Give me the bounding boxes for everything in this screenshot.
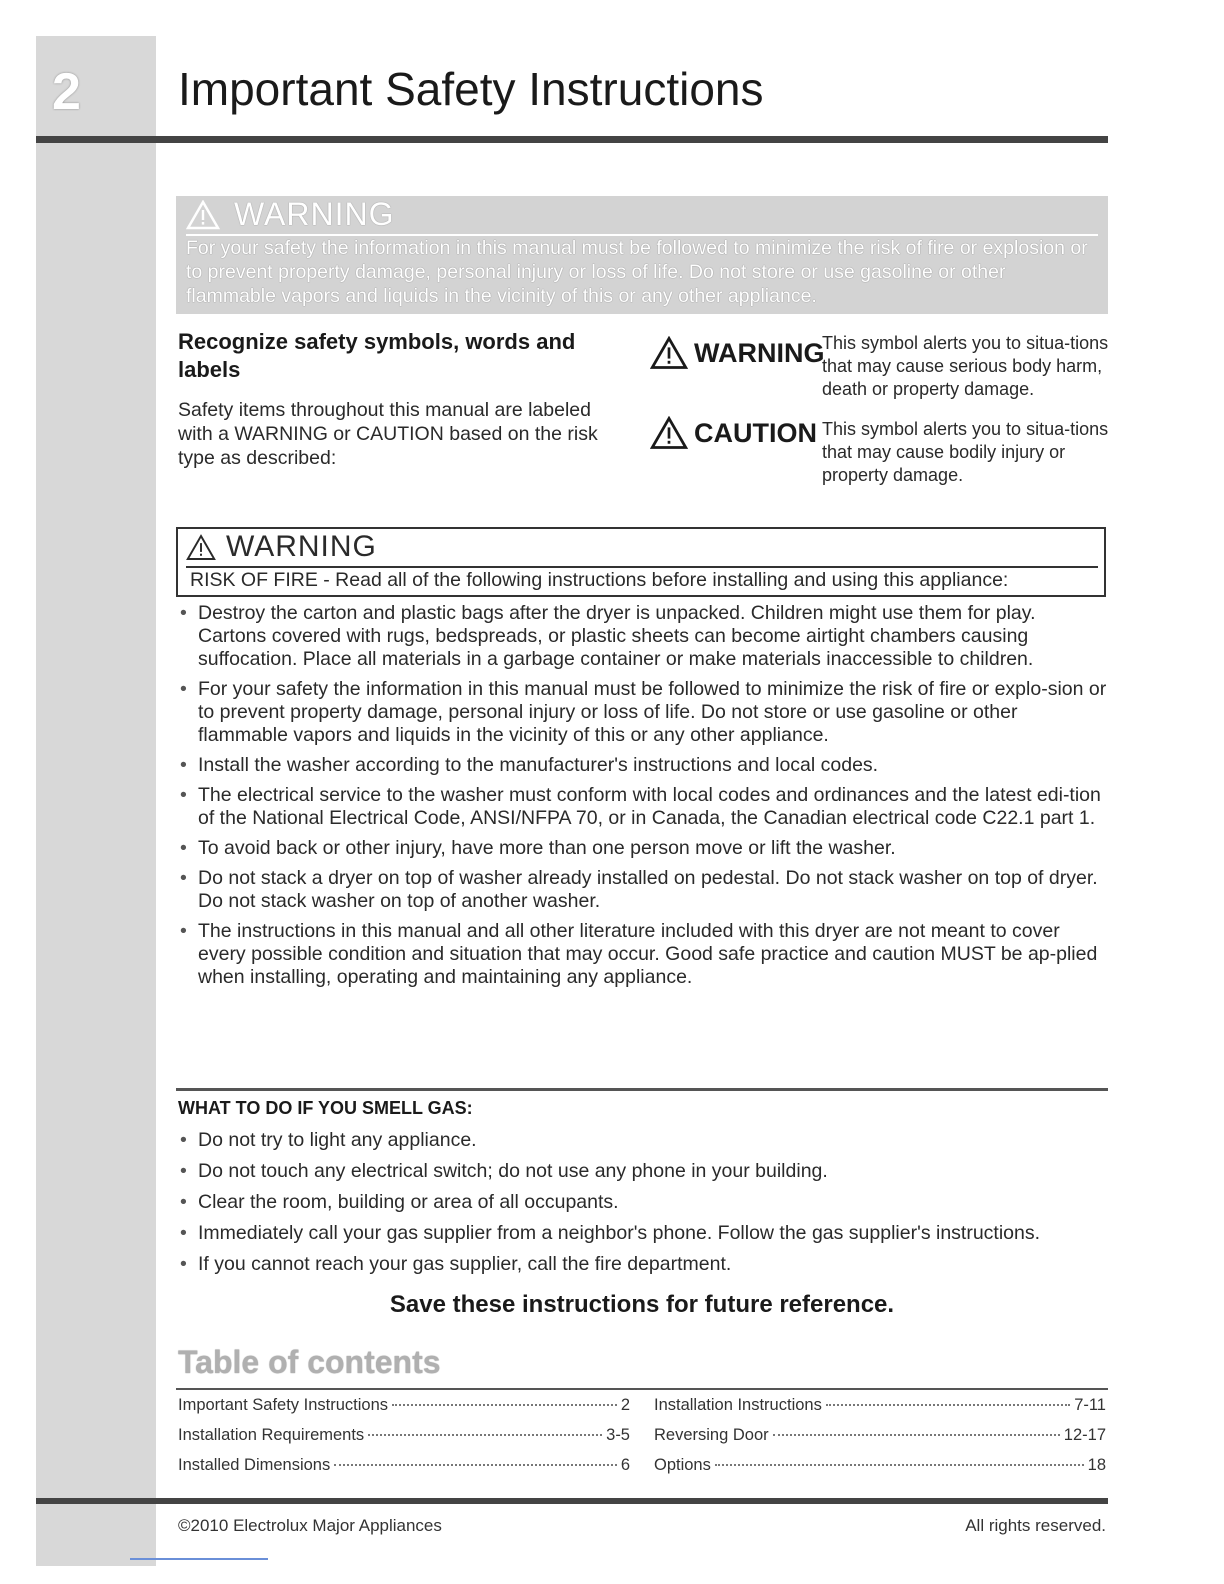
toc-entry-label: Installed Dimensions (178, 1456, 331, 1474)
toc-entry-page: 7-11 (1074, 1396, 1106, 1414)
warning-triangle-icon (186, 534, 216, 561)
list-item: • Do not try to light any appliance. (178, 1128, 1108, 1152)
toc-entry-label: Installation Instructions (654, 1396, 822, 1414)
list-item: • The instructions in this manual and all other literature included with this dryer are not meant to cover every possible condition and situation that may occur. Good safe practice and caution MUST be ap-plied when installing, operating and maintaining any appliance. (178, 920, 1108, 989)
toc-entry-label: Important Safety Instructions (178, 1396, 389, 1414)
list-item: • To avoid back or other injury, have more than one person move or lift the washer. (178, 837, 1108, 860)
sidebar-band (36, 36, 156, 1566)
toc-entry-page: 2 (620, 1396, 630, 1414)
gas-section-divider (176, 1088, 1108, 1091)
toc-entry-page: 12-17 (1063, 1426, 1106, 1444)
list-item: • The electrical service to the washer must conform with local codes and ordinances and the latest edi-tion of the National Electrical Code, ANSI/NFPA 70, or in Canada, the Canadian electrical code C22.1 part 1. (178, 784, 1108, 830)
toc-left-column (178, 1392, 630, 1482)
list-item: • Destroy the carton and plastic bags after the dryer is unpacked. Children might use them for play. Cartons covered with rugs, bedspreads, or plastic sheets can become airtight chambers causing suffocation. Place all materials in a garbage container or make materials inaccessible to children. (178, 602, 1108, 671)
gas-instructions-list (178, 1128, 1108, 1283)
toc-entry[interactable] (178, 1422, 630, 1452)
toc-entry-label: Reversing Door (654, 1426, 769, 1444)
page-number: 2 (52, 63, 81, 121)
risk-warning-title-text: WARNING (226, 530, 377, 563)
warning-box-title (186, 196, 394, 233)
safety-instructions-list (178, 602, 1108, 996)
list-item: • Immediately call your gas supplier from a neighbor's phone. Follow the gas supplier's instructions. (178, 1221, 1108, 1245)
caution-triangle-icon (650, 416, 688, 450)
rights-text: All rights reserved. (965, 1516, 1106, 1535)
recognize-text: Safety items throughout this manual are labeled with a WARNING or CAUTION based on the risk type as described: (178, 399, 598, 469)
copyright-text: ©2010 Electrolux Major Appliances (178, 1516, 442, 1535)
gas-heading: WHAT TO DO IF YOU SMELL GAS: (178, 1098, 473, 1118)
toc-right-column (654, 1392, 1106, 1482)
risk-warning-title (186, 530, 377, 564)
risk-warning-text: RISK OF FIRE - Read all of the following instructions before installing and using this appliance: (190, 569, 1009, 591)
toc-entry-label: Installation Requirements (178, 1426, 365, 1444)
toc-entry[interactable] (654, 1452, 1106, 1482)
toc-entry[interactable] (178, 1452, 630, 1482)
warning-symbol-description: This symbol alerts you to situa-tions that may cause serious body harm, death or property damage. (822, 333, 1109, 399)
top-divider (36, 136, 1108, 143)
warning-triangle-icon (186, 200, 220, 230)
caution-symbol-word: CAUTION (694, 417, 817, 448)
toc-entry-label: Options (654, 1456, 711, 1474)
recognize-heading: Recognize safety symbols, words and labels (178, 329, 576, 382)
warning-symbol-label (650, 336, 825, 370)
toc-divider (176, 1388, 1108, 1390)
save-instructions-note: Save these instructions for future reference. (389, 1291, 895, 1318)
list-item: • Install the washer according to the manufacturer's instructions and local codes. (178, 754, 1108, 777)
toc-entry[interactable] (654, 1422, 1106, 1452)
list-item: • For your safety the information in this manual must be followed to minimize the risk of fire or explo-sion or to prevent property damage, personal injury or loss of life. Do not store or use gasoline or other flammable vapors and liquids in the vicinity of this or any other appliance. (178, 678, 1108, 747)
page-title: Important Safety Instructions (178, 63, 764, 115)
warning-triangle-icon (650, 336, 688, 370)
toc-entry-page: 18 (1087, 1456, 1106, 1474)
toc-entry[interactable] (654, 1392, 1106, 1422)
caution-symbol-description: This symbol alerts you to situa-tions that may cause bodily injury or property damage. (822, 419, 1109, 485)
warning-box-title-text: WARNING (234, 196, 395, 232)
toc-entry-page: 6 (620, 1456, 630, 1474)
toc-entry-page: 3-5 (606, 1426, 630, 1444)
decorative-line (130, 1558, 268, 1560)
bottom-divider (36, 1498, 1108, 1504)
toc-title: Table of contents (178, 1344, 441, 1380)
list-item: • Do not touch any electrical switch; do not use any phone in your building. (178, 1159, 1108, 1183)
warning-symbol-word: WARNING (694, 337, 825, 368)
list-item: • Do not stack a dryer on top of washer already installed on pedestal. Do not stack washer on top of dryer. Do not stack washer on top of another washer. (178, 867, 1108, 913)
list-item: • If you cannot reach your gas supplier, call the fire department. (178, 1252, 1108, 1276)
warning-box-text: For your safety the information in this manual must be followed to minimize the risk of fire or explosion or to prevent property damage, personal injury or loss of life. Do not store or use gasoline or other flammable vapors and liquids in the vicinity of this or any other appliance. (186, 237, 1088, 307)
list-item: • Clear the room, building or area of all occupants. (178, 1190, 1108, 1214)
caution-symbol-label (650, 416, 817, 450)
toc-entry[interactable] (178, 1392, 630, 1422)
